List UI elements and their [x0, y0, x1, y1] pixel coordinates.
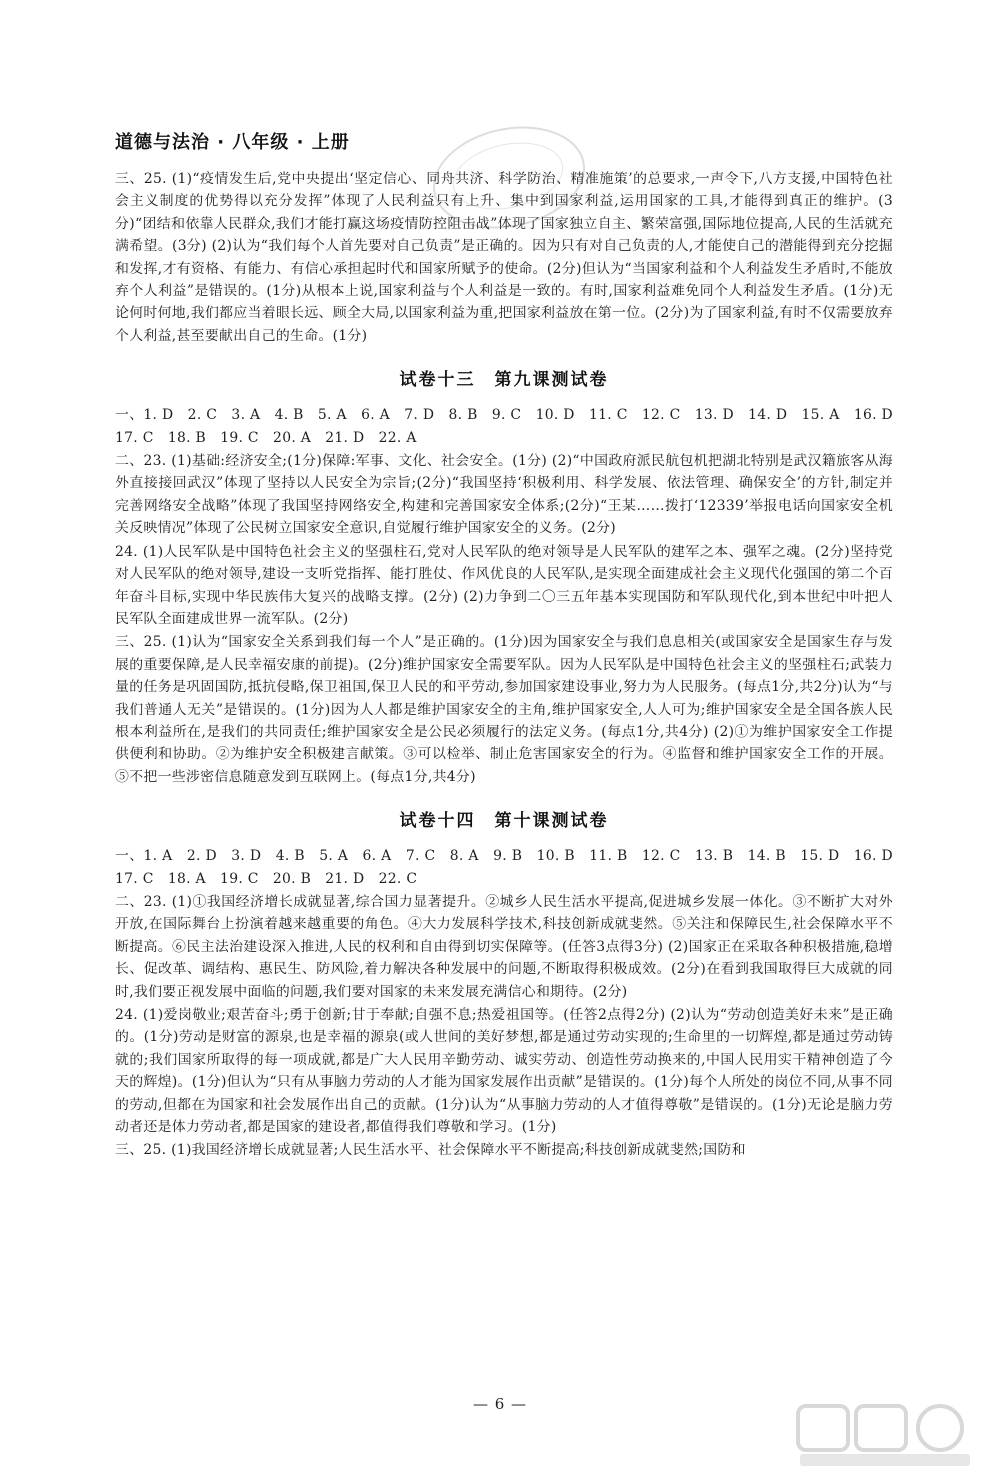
section-title: 试卷十四 第十课测试卷 [399, 811, 609, 832]
paragraph: 三、25. (1)认为“国家安全关系到我们每一个人”是正确的。(1分)因为国家安全与我们息息相关(或国家安全是国家生存与发展的重要保障,是人民幸福安康的前提)。(2分)维护国家安全需要军队。因为人民军队是中国特色社会主义的坚强柱石;武装力量的任务是巩固国防,抵抗侵略,保卫祖国,保卫人民的和平劳动,参加国家建设事业,努力为人民服务。(每点1分,共2分)认为“与我们普通人无关”是错误的。(1分)因为人人都是维护国家安全的主角,维护国家安全,人人可为;维护国家安全是全国各族人民根本利益所在,是我们的共同责任;维护国家安全是公民必须履行的法定义务。(每点1分,共4分) (2)①为维护国家安全工作提供便利和协助。②为维护安全积极建言献策。③可以检举、制止危害国家安全的行为。④监督和维护国家安全工作的开展。⑤不把一些涉密信息随意发到互联网上。(每点1分,共4分) [115, 634, 893, 785]
paragraph: 三、25. (1)“疫情发生后,党中央提出‘坚定信心、同舟共济、科学防治、精准施策’的总要求,一声令下,八方支援,中国特色社会主义制度的优势得以充分发挥”体现了人民利益只有上升、集中到国家利益,运用国家的工具,才能得到真正的维护。(3分)“团结和依靠人民群众,我们才能打赢这场疫情防控阻击战”体现了国家独立自主、繁荣富强,国际地位提高,人民的生活就充满希望。(3分) (2)认为“我们每个人首先要对自己负责”是正确的。因为只有对自己负责的人,才能使自己的潜能得到充分挖掘和发挥,才有资格、有能力、有信心承担起时代和国家所赋予的使命。(2分)但认为“当国家利益和个人利益发生矛盾时,不能放弃个人利益”是错误的。(1分)从根本上说,国家利益与个人利益是一致的。有时,国家利益难免同个人利益发生矛盾。(1分)无论何时何地,我们都应当着眼长远、顾全大局,以国家利益为重,把国家利益放在第一位。(2分)为了国家利益,有时不仅需要放弃个人利益,甚至要献出自己的生命。(1分) [115, 171, 893, 344]
paragraph: 一、1. A 2. D 3. D 4. B 5. A 6. A 7. C 8. A 9. B 10. B 11. B 12. C 13. B 14. B 15. D 16. D 17. C 18. A 19. C 20. B 21. D 22. C [115, 848, 908, 887]
paragraph: 二、23. (1)基础:经济安全;(1分)保障:军事、文化、社会安全。(1分) (2)“中国政府派民航包机把湖北特别是武汉籍旅客从海外直接接回武汉”体现了坚持以人民安全为宗旨;(2分)“我国坚持‘积极利用、科学发展、依法管理、确保安全’的方针,制定并完善网络安全战略”体现了我国坚持网络安全,构建和完善国家安全体系;(2分)“王某……拨打‘12339’举报电话向国家安全机关反映情况”体现了公民树立国家安全意识,自觉履行维护国家安全的义务。(2分) [115, 453, 893, 537]
page-number: — 6 — [472, 1395, 528, 1413]
paragraph: 二、23. (1)①我国经济增长成就显著,综合国力显著提升。②城乡人民生活水平提高,促进城乡发展一体化。③不断扩大对外开放,在国际舞台上扮演着越来越重要的角色。④大力发展科学技术,科技创新成就斐然。⑤关注和保障民生,社会保障水平不断提高。⑥民主法治建设深入推进,人民的权利和自由得到切实保障等。(任答3点得3分) (2)国家正在采取各种积极措施,稳增长、促改革、调结构、惠民生、防风险,着力解决各种发展中的问题,不断取得积极成效。(2分)在看到我国取得巨大成就的同时,我们要正视发展中面临的问题,我们要对国家的未来发展充满信心和期待。(2分) [115, 893, 893, 1000]
paragraph: 24. (1)人民军队是中国特色社会主义的坚强柱石,党对人民军队的绝对领导是人民军队的建军之本、强军之魂。(2分)坚持党对人民军队的绝对领导,建设一支听党指挥、能打胜仗、作风优良的人民军队,是实现全面建成社会主义现代化强国的第二个百年奋斗目标,实现中华民族伟大复兴的战略支撑。(2分) (2)力争到二〇三五年基本实现国防和军队现代化,到本世纪中叶把人民军队全面建成世界一流军队。(2分) [115, 543, 893, 627]
page-header: 道德与法治 · 八年级 · 上册 [115, 132, 350, 153]
section-title: 试卷十三 第九课测试卷 [399, 370, 609, 391]
watermark-logo-icon [790, 1400, 980, 1470]
paragraph: 一、1. D 2. C 3. A 4. B 5. A 6. A 7. D 8. B 9. C 10. D 11. C 12. C 13. D 14. D 15. A 16. D 17. C 18. B 19. C 20. A 21. D 22. A [115, 407, 908, 446]
paragraph: 24. (1)爱岗敬业;艰苦奋斗;勇于创新;甘于奉献;自强不息;热爱祖国等。(任答2点得2分) (2)认为“劳动创造美好未来”是正确的。(1分)劳动是财富的源泉,也是幸福的源泉(或人世间的美好梦想,都是通过劳动实现的;生命里的一切辉煌,都是通过劳动铸就的;我们国家所取得的每一项成就,都是广大人民用辛勤劳动、诚实劳动、创造性劳动换来的,中国人民用实干精神创造了今天的辉煌)。(1分)但认为“只有从事脑力劳动的人才能为国家发展作出贡献”是错误的。(1分)每个人所处的岗位不同,从事不同的劳动,但都在为国家和社会发展作出自己的贡献。(1分)认为“从事脑力劳动的人才值得尊敬”是错误的。(1分)无论是脑力劳动者还是体力劳动者,都是国家的建设者,都值得我们尊敬和学习。(1分) [115, 1007, 893, 1136]
answer-content [115, 168, 908, 1163]
paragraph: 三、25. (1)我国经济增长成就显著;人民生活水平、社会保障水平不断提高;科技创新成就斐然;国防和 [115, 1142, 746, 1159]
